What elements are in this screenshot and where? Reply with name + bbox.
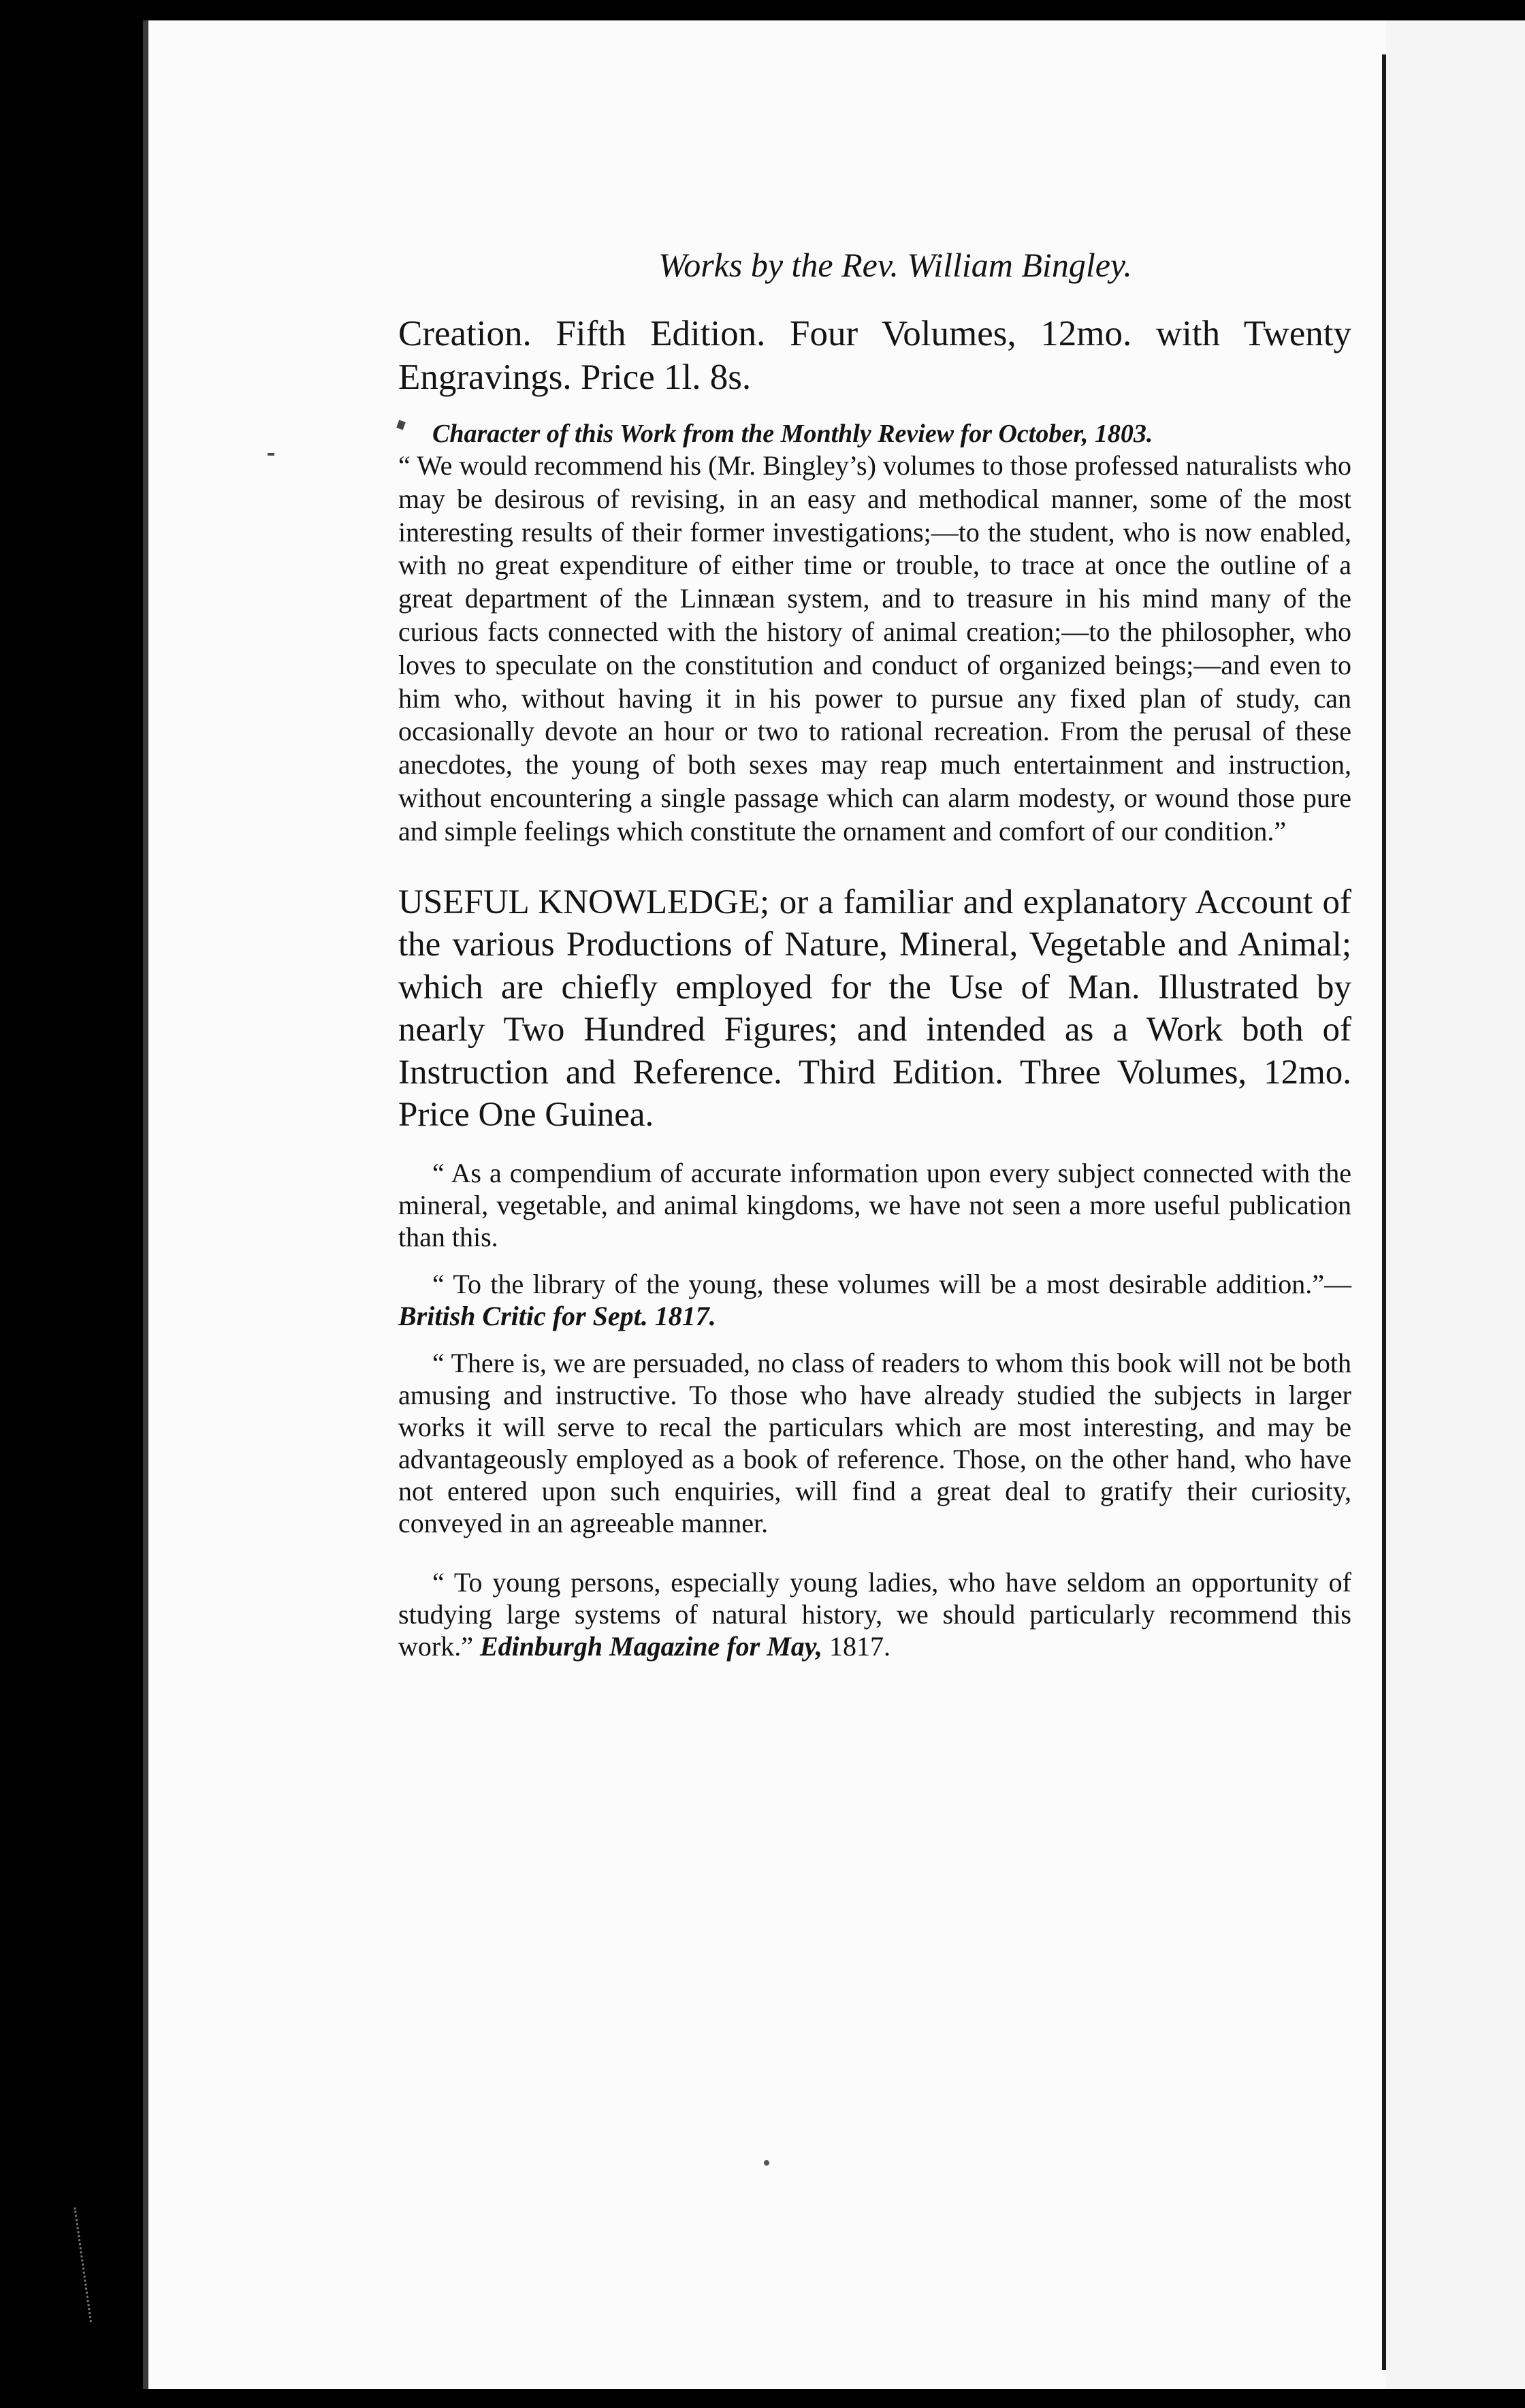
quote-2-text: “ To the library of the young, these volumes will be a most desirable addition.”— — [432, 1268, 1351, 1299]
quote-4-year: 1817. — [829, 1630, 891, 1662]
torn-page-corner — [74, 2204, 118, 2322]
useful-knowledge-quote-1: “ As a compendium of accurate information upon every subject connected with the mineral, vegetable, and animal kingdoms, we have not seen a more useful publication than this. — [398, 1157, 1351, 1252]
page-left-edge — [143, 20, 148, 2389]
useful-knowledge-quote-4 — [398, 1566, 1351, 1662]
page-content — [398, 245, 1351, 1677]
page-heading: Works by the Rev. William Bingley. — [658, 246, 1132, 284]
adjacent-page-sliver — [1386, 20, 1525, 2389]
page-dot — [764, 2160, 769, 2166]
creation-review-quote: “ We would recommend his (Mr. Bingley’s) volumes to those professed naturalists who may be desirous of revising, in an easy and methodical manner, some of the most interesting results of their former investigations;—to the student, who is now enabled, with no great expenditure of either time or trouble, to trace at once the outline of a great department of the Linnæan system, and to treasure in his mind many of the curious facts connected with the history of animal creation;—to the philosopher, who loves to speculate on the constitution and conduct of organized beings;—and even to him who, without having it in his power to pursue any fixed plan of study, can occasionally devote an hour or two to rational recreation. From the perusal of these anecdotes, the young of both sexes may reap much entertainment and instruction, without encountering a single passage which can alarm modesty, or wound those pure and simple feelings which constitute the ornament and comfort of our condition.” — [398, 450, 1351, 846]
quote-4-citation: Edinburgh Magazine for May, — [479, 1630, 823, 1662]
quote-2-citation: British Critic for Sept. 1817. — [398, 1300, 716, 1331]
useful-knowledge-quote-3: “ There is, we are persuaded, no class of readers to whom this book will not be both amusing and instructive. To those who have already studied the subjects in larger works it will serve to recal the particulars which are most interesting, and may be advantageously employed as a book of reference. Those, on the other hand, who have not entered upon such enquiries, will find a great deal to gratify their curiosity, conveyed in an agreeable manner. — [398, 1347, 1351, 1538]
creation-title: Creation. Fifth Edition. Four Volumes, 12mo. with Twenty Engravings. Price 1l. 8s. — [398, 314, 1351, 397]
page-fold-line — [1382, 54, 1386, 2370]
useful-knowledge-title: USEFUL KNOWLEDGE; or a familiar and explanatory Account of the various Productions of Nature, Mineral, Vegetable and Animal; which are chiefly employed for the Use of Man. Illustrated by nearly Two Hundred Figures; and intended as a Work both of Instruction and Reference. Third Edition. Three Volumes, 12mo. Price One Guinea. — [398, 883, 1351, 1135]
creation-review-source: Character of this Work from the Monthly Review for October, 1803. — [432, 419, 1153, 448]
useful-knowledge-quote-2 — [398, 1268, 1351, 1332]
ink-speck — [268, 453, 274, 456]
quote-4-text: “ To young persons, especially young ladies, who have seldom an opportunity of studying large systems of natural history, we should particularly recommend this work.” — [398, 1566, 1351, 1662]
